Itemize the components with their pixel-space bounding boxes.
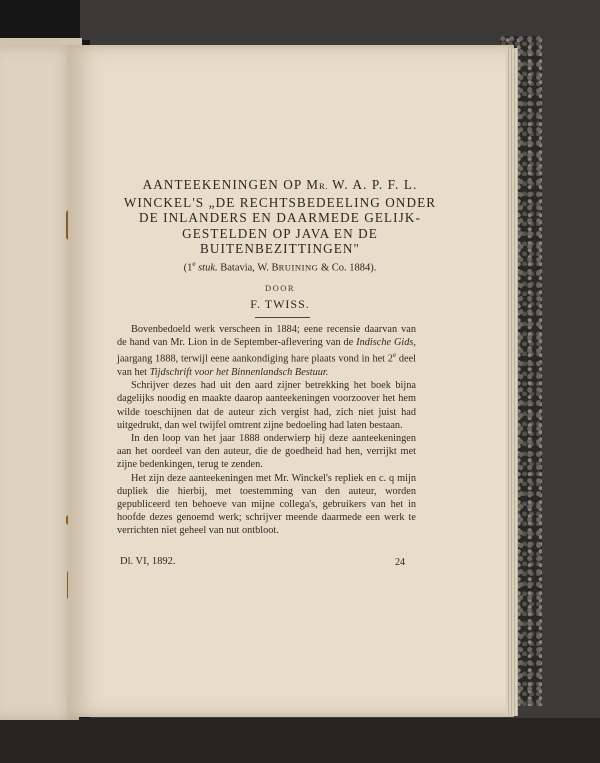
body-text xyxy=(117,323,416,538)
paragraph: Schrijver dezes had uit den aard zijner betrekking het boek bijna dagelijks noodig en maakte daarop aanteekeningen voorzoover het hem wilde toeschijnen dat de auteur zich vergist had, zich niet juist had uitgedrukt, dan wel twijfel omtrent zijne bedoeling had laten bestaan. xyxy=(117,380,416,431)
title-line: AANTEEKENINGEN OP MR. W. A. P. F. L. xyxy=(142,177,418,192)
divider xyxy=(255,317,310,318)
paragraph: Bovenbedoeld werk verscheen in 1884; eene recensie daarvan van de hand van Mr. Lion in de September-aflevering van de Indische Gids, jaargang 1888, terwijl eene aankondiging hare plaats vond in het 2e deel van het Tijdschrift voor het Binnenlandsch Bestuur. xyxy=(117,324,417,379)
article-subtitle: (1e stuk. Batavia, W. BRUINING & Co. 1884). xyxy=(183,260,377,274)
title-line: WINCKEL'S „DE RECHTSBEDEELING ONDER xyxy=(123,194,437,210)
title-line: GESTELDEN OP JAVA EN DE xyxy=(182,225,378,241)
title-line: BUITENBEZITTINGEN" xyxy=(200,241,360,257)
page-edges xyxy=(506,48,518,716)
author-name: F. TWISS. xyxy=(250,297,310,311)
volume-signature: Dl. VI, 1892. xyxy=(120,556,176,567)
by-label: DOOR xyxy=(264,283,296,293)
page-number: 24 xyxy=(395,557,405,568)
paragraph: In den loop van het jaar 1888 onderwierp hij deze aanteekeningen aan het oordeel van den auteur, die de goedheid had hen, verrijkt met zijne bedenkingen, terug te zenden. xyxy=(117,433,416,471)
article-title xyxy=(120,177,440,257)
title-line: DE INLANDERS EN DAARMEDE GELIJK- xyxy=(138,210,422,226)
paragraph: Het zijn deze aanteekeningen met Mr. Winckel's repliek en c. q mijn dupliek die hierbij, met toestemming van den auteur, worden gepubliceerd ten behoeve van mijne collega's, gebruikers van het in hoofde dezes genoemd werk; schrijver meende daarmede een werk te verrichten niet geheel van nut ontbloot. xyxy=(117,472,416,537)
background-top xyxy=(80,0,600,40)
background-bottom xyxy=(0,718,600,763)
